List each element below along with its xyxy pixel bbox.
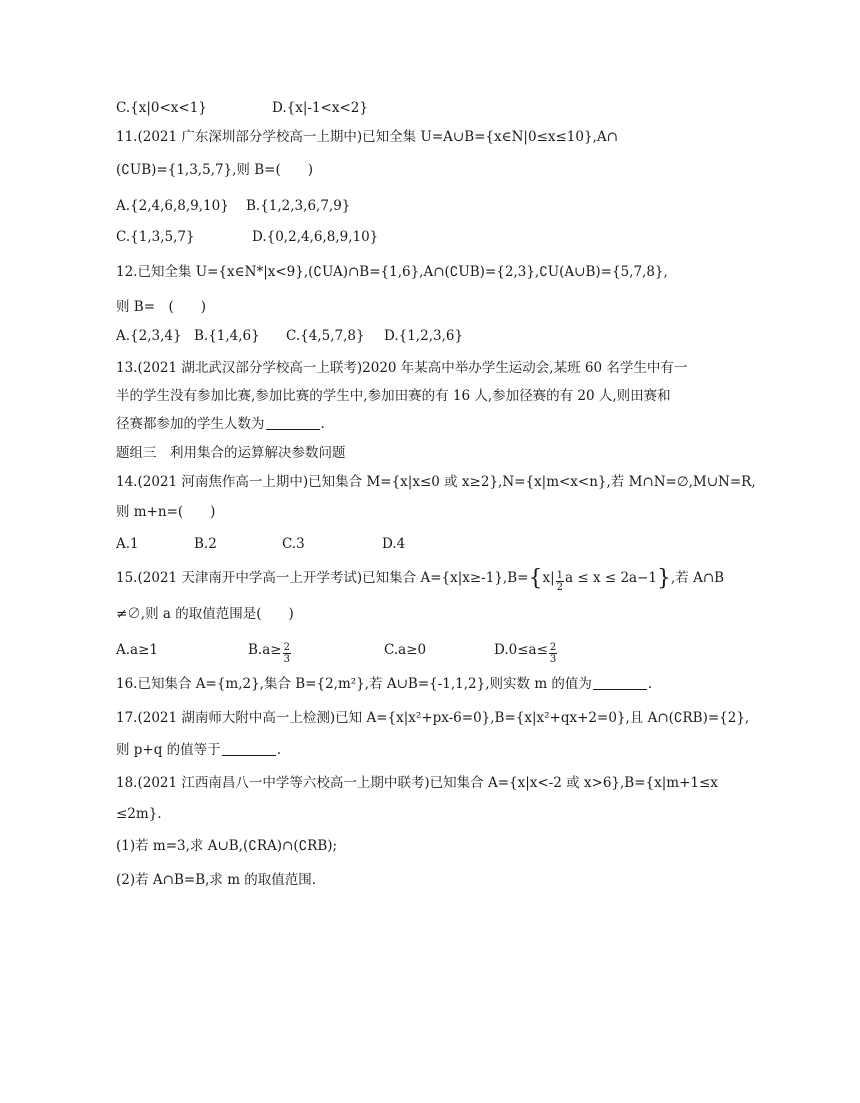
answer-blank: [593, 675, 647, 690]
q10-option-d: D.{x|-1<x<2}: [272, 100, 368, 116]
fraction-one-half: $\frac{1}{2}$: [556, 570, 563, 593]
q15-stem-text-end: ,若 A∩B: [671, 570, 725, 586]
q14-stem-line-2: 则 m+n=( ): [116, 504, 216, 520]
q14-stem-line-1: 14.(2021 河南焦作高一上期中)已知集合 M={x|x≤0 或 x≥2},N={x|m<x<n},若 M∩N=∅,M∪N=R,: [116, 474, 756, 490]
q18-stem-line-1: 18.(2021 江西南昌八一中学等六校高一上期中联考)已知集合 A={x|x<-2 或 x>6},B={x|m+1≤x: [116, 775, 718, 791]
q12-option-b: B.{1,4,6}: [194, 328, 260, 344]
group-heading: 题组三 利用集合的运算解决参数问题: [116, 445, 346, 461]
q17-stem-line-2: [116, 740, 281, 760]
answer-blank: [266, 415, 320, 430]
q14-option-d: D.4: [382, 536, 406, 552]
q18-stem-line-2: ≤2m}.: [116, 806, 162, 822]
q10-option-c: C.{x|0<x<1}: [116, 100, 207, 116]
q13-stem-line-3: [116, 414, 325, 434]
q15-stem-line-1: [116, 568, 724, 593]
q18-part-1: (1)若 m=3,求 A∪B,(∁RA)∩(∁RB);: [116, 838, 338, 854]
q11-option-d: D.{0,2,4,6,8,9,10}: [252, 229, 379, 245]
q17-stem-end: .: [276, 742, 281, 758]
q18-part-2: (2)若 A∩B=B,求 m 的取值范围.: [116, 872, 317, 888]
q17-stem-line-1: 17.(2021 湖南师大附中高一上检测)已知 A={x|x²+px-6=0},B={x|x²+qx+2=0},且 A∩(∁RB)={2},: [116, 710, 750, 726]
q14-option-a: A.1: [116, 536, 139, 552]
q12-option-a: A.{2,3,4}: [116, 328, 182, 344]
q11-option-c: C.{1,3,5,7}: [116, 229, 195, 245]
q12-option-c: C.{4,5,7,8}: [286, 328, 365, 344]
q15-option-d: D.0≤a≤ $\frac{2}{3}$: [494, 642, 557, 665]
q16-stem-end: .: [647, 676, 653, 692]
q16-stem-text: 16.已知集合 A={m,2},集合 B={2,m²},若 A∪B={-1,1,2},则实数 m 的值为: [116, 676, 592, 692]
q12-stem-line-2: 则 B= ( ): [116, 299, 207, 315]
set-open-brace: {: [528, 566, 543, 591]
q15-option-a: A.a≥1: [116, 642, 158, 658]
fraction-two-thirds: $\frac{2}{3}$: [283, 642, 290, 665]
q13-stem-line-2: 半的学生没有参加比赛,参加比赛的学生中,参加田赛的有 16 人,参加径赛的有 20 人,则田赛和: [116, 388, 671, 404]
q15-option-b: B.a≥ $\frac{2}{3}$: [248, 642, 290, 665]
q14-option-c: C.3: [282, 536, 305, 552]
q16-stem: [116, 674, 652, 694]
q11-stem-line-2: (∁UB)={1,3,5,7},则 B=( ): [116, 162, 313, 178]
set-builder-condition: a ≤ x ≤ 2a−1: [565, 570, 657, 586]
fraction-two-thirds: $\frac{2}{3}$: [549, 642, 557, 665]
set-close-brace: }: [657, 566, 671, 591]
q13-stem-line-1: 13.(2021 湖北武汉部分学校高一上联考)2020 年某高中举办学生运动会,某班 60 名学生中有一: [116, 360, 688, 376]
q15-stem-text: 15.(2021 天津南开中学高一上开学考试)已知集合 A={x|x≥-1},B=: [116, 570, 529, 586]
q13-stem-end: .: [320, 416, 325, 432]
set-builder-var: x|: [542, 570, 555, 586]
q11-stem-line-1: 11.(2021 广东深圳部分学校高一上期中)已知全集 U=A∪B={x∈N|0≤x≤10},A∩: [116, 129, 618, 145]
q11-option-b: B.{1,2,3,6,7,9}: [246, 198, 351, 214]
answer-blank: [222, 741, 276, 756]
q13-stem-text: 径赛都参加的学生人数为: [116, 416, 265, 432]
q12-option-d: D.{1,2,3,6}: [384, 328, 464, 344]
q12-stem-line-1: 12.已知全集 U={x∈N*|x<9},(∁UA)∩B={1,6},A∩(∁UB)={2,3},∁U(A∪B)={5,7,8},: [116, 264, 668, 280]
q11-option-a: A.{2,4,6,8,9,10}: [116, 198, 229, 214]
q15-stem-line-2: ≠∅,则 a 的取值范围是( ): [116, 606, 294, 622]
q17-stem-text: 则 p+q 的值等于: [116, 742, 221, 758]
q14-option-b: B.2: [194, 536, 217, 552]
q15-option-c: C.a≥0: [384, 642, 427, 658]
